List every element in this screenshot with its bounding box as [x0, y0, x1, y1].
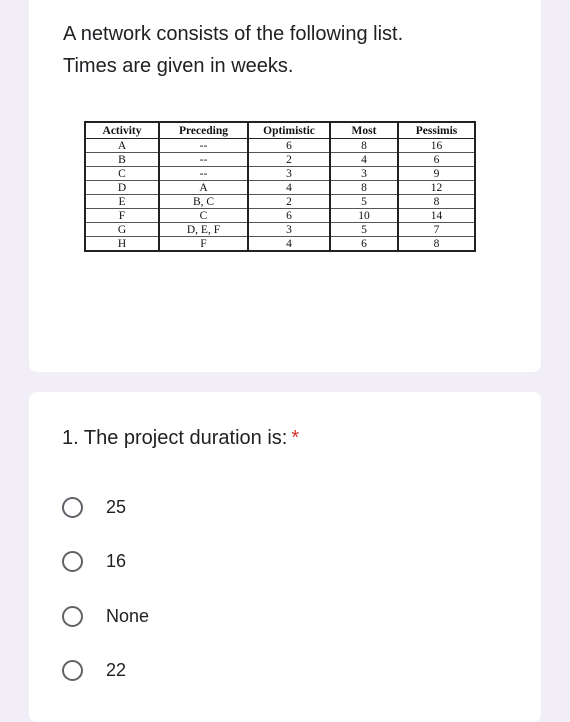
option-label: 16 [106, 550, 127, 571]
table-cell: A [159, 181, 248, 195]
option-25[interactable] [62, 492, 126, 522]
required-asterisk: * [291, 427, 300, 449]
table-cell: 3 [248, 223, 330, 237]
option-16[interactable] [62, 546, 126, 576]
table-row [85, 153, 475, 167]
table-cell: F [159, 237, 248, 252]
question-card [29, 392, 541, 722]
intro-card [29, 0, 541, 372]
header-optimistic: Optimistic [248, 122, 330, 139]
radio-circle-icon[interactable] [62, 551, 83, 572]
radio-circle-icon[interactable] [62, 606, 83, 627]
option-label: 22 [106, 659, 127, 680]
radio-circle-icon[interactable] [62, 660, 83, 681]
table-cell: B [85, 153, 159, 167]
question-text: 1. The project duration is: [62, 427, 288, 449]
table-body [85, 139, 475, 252]
table-row [85, 223, 475, 237]
table-header-row [85, 122, 475, 139]
table-cell: 8 [330, 139, 398, 153]
table-cell: A [85, 139, 159, 153]
option-label: 25 [106, 496, 127, 517]
activity-table [84, 121, 476, 252]
radio-circle-icon[interactable] [62, 497, 83, 518]
table-row [85, 237, 475, 252]
table-row [85, 139, 475, 153]
option-22[interactable] [62, 655, 126, 685]
table-cell: 16 [398, 139, 475, 153]
table-cell: B, C [159, 195, 248, 209]
header-preceding: Preceding [159, 122, 248, 139]
table-cell: -- [159, 167, 248, 181]
table-cell: 2 [248, 195, 330, 209]
option-none[interactable] [62, 601, 149, 631]
table-cell: 3 [248, 167, 330, 181]
table-cell: 6 [248, 209, 330, 223]
table-cell: 2 [248, 153, 330, 167]
intro-line: Times are given in weeks. [63, 55, 294, 77]
option-label: None [106, 605, 150, 626]
table-cell: 5 [330, 223, 398, 237]
table-cell: 6 [330, 237, 398, 252]
question-title [62, 427, 299, 450]
header-pessimistic: Pessimis [398, 122, 475, 139]
table-cell: D [85, 181, 159, 195]
table-cell: 7 [398, 223, 475, 237]
table-cell: E [85, 195, 159, 209]
table-cell: 4 [330, 153, 398, 167]
intro-line: A network consists of the following list. [63, 23, 404, 45]
table-row [85, 195, 475, 209]
table-cell: 9 [398, 167, 475, 181]
table-cell: 8 [330, 181, 398, 195]
table-cell: 6 [248, 139, 330, 153]
table-cell: C [85, 167, 159, 181]
table-cell: 4 [248, 181, 330, 195]
table-cell: 14 [398, 209, 475, 223]
table-cell: C [159, 209, 248, 223]
table-cell: H [85, 237, 159, 252]
header-activity: Activity [85, 122, 159, 139]
table-row [85, 167, 475, 181]
table-row [85, 181, 475, 195]
table-cell: 12 [398, 181, 475, 195]
table-cell: 10 [330, 209, 398, 223]
table-cell: 8 [398, 237, 475, 252]
table-cell: 6 [398, 153, 475, 167]
table-cell: 8 [398, 195, 475, 209]
table-cell: -- [159, 153, 248, 167]
table-cell: 4 [248, 237, 330, 252]
table-cell: D, E, F [159, 223, 248, 237]
table-cell: 5 [330, 195, 398, 209]
header-most: Most [330, 122, 398, 139]
table-cell: G [85, 223, 159, 237]
table-row [85, 209, 475, 223]
table-cell: -- [159, 139, 248, 153]
table-cell: 3 [330, 167, 398, 181]
intro-text [63, 18, 513, 82]
table-cell: F [85, 209, 159, 223]
